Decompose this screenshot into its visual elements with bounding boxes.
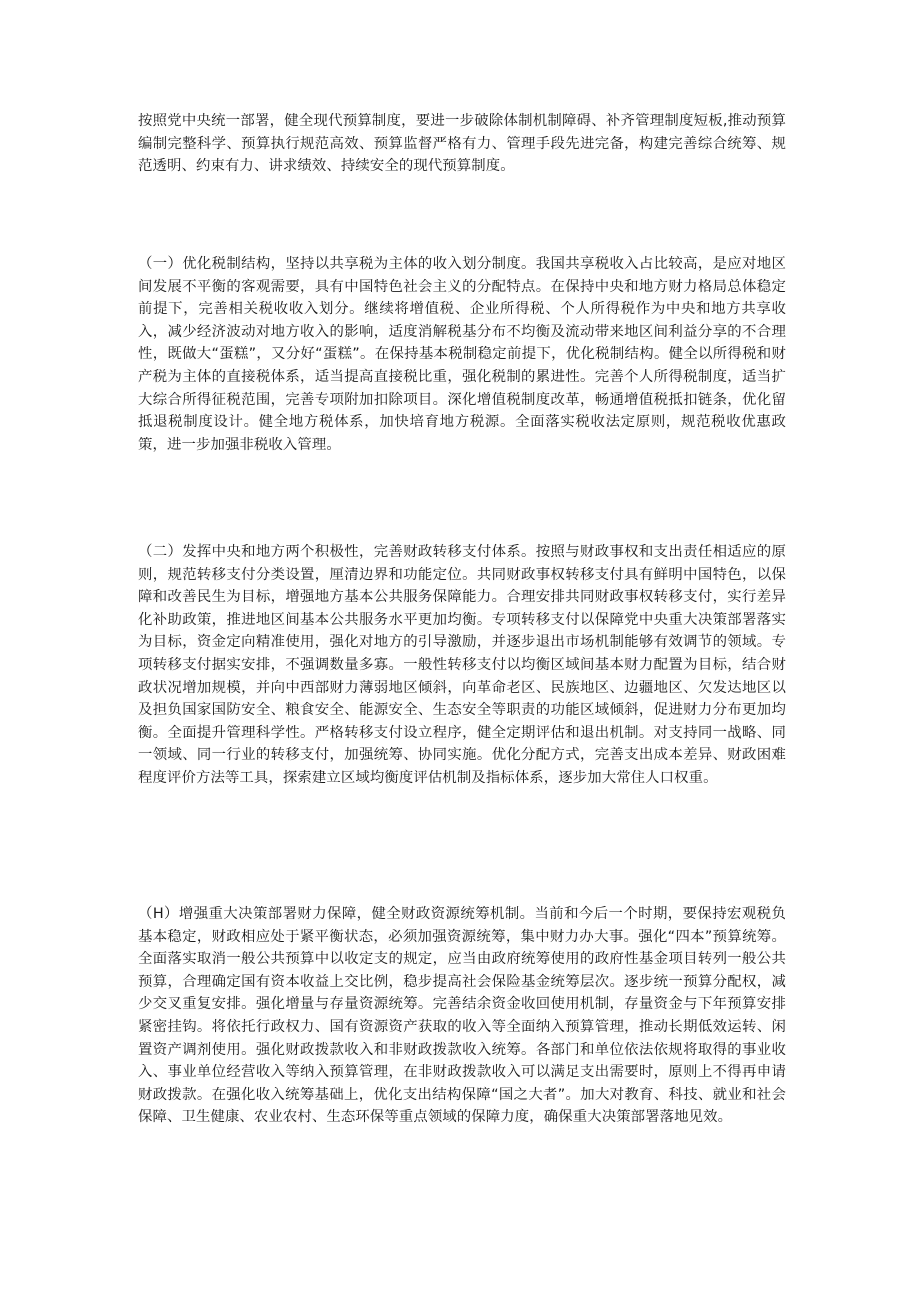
intro-paragraph: 按照党中央统一部署，健全现代预算制度，要进一步破除体制机制障碍、补齐管理制度短板,推动预算编制完整科学、预算执行规范高效、预算监督严格有力、管理手段先进完备，构建完善综合统筹、规范透明、约束有力、讲求绩效、持续安全的现代预算制度。 [138, 113, 786, 175]
section-2-paragraph: （二）发挥中央和地方两个积极性，完善财政转移支付体系。按照与财政事权和支出责任相适应的原则，规范转移支付分类设置，厘清边界和功能定位。共同财政事权转移支付具有鲜明中国特色，以保障和改善民生为目标，增强地方基本公共服务保障能力。合理安排共同财政事权转移支付，实行差异化补助政策，推进地区间基本公共服务水平更加均衡。专项转移支付以保障党中央重大决策部署落实为目标，资金定向精准使用，强化对地方的引导激励，并逐步退出市场机制能够有效调节的领域。专项转移支付据实安排，不强调数量多寡。一般性转移支付以均衡区域间基本财力配置为目标，结合财政状况增加规模，并向中西部财力薄弱地区倾斜，向革命老区、民族地区、边疆地区、欠发达地区以及担负国家国防安全、粮食安全、能源安全、生态安全等职责的功能区域倾斜，促进财力分布更加均衡。全面提升管理科学性。严格转移支付设立程序，健全定期评估和退出机制。对支持同一战略、同一领域、同一行业的转移支付，加强统筹、协同实施。优化分配方式，完善支出成本差异、财政困难程度评价方法等工具，探索建立区域均衡度评估机制及指标体系，逐步加大常住人口权重。 [138, 544, 786, 786]
section-1-paragraph: （一）优化税制结构，坚持以共享税为主体的收入划分制度。我国共享税收入占比较高，是应对地区间发展不平衡的客观需要，具有中国特色社会主义的分配特点。在保持中央和地方财力格局总体稳定前提下，完善相关税收收入划分。继续将增值税、企业所得税、个人所得税作为中央和地方共享收入，减少经济波动对地方收入的影响，适度消解税基分布不均衡及流动带来地区间利益分享的不合理性，既做大“蛋糕”，又分好“蛋糕”。在保持基本税制稳定前提下，优化税制结构。健全以所得税和财产税为主体的直接税体系，适当提高直接税比重，强化税制的累进性。完善个人所得税制度，适当扩大综合所得征税范围，完善专项附加扣除项目。深化增值税制度改革，畅通增值税抵扣链条，优化留抵退税制度设计。健全地方税体系，加快培育地方税源。全面落实税收法定原则，规范税收优惠政策，进一步加强非税收入管理。 [138, 256, 786, 453]
section-3-paragraph: （H）增强重大决策部署财力保障，健全财政资源统筹机制。当前和今后一个时期，要保持宏观税负基本稳定，财政相应处于紧平衡状态，必须加强资源统筹，集中财力办大事。强化“四本”预算统筹。全面落实取消一般公共预算中以收定支的规定，应当由政府统筹使用的政府性基金项目转列一般公共预算，合理确定国有资本收益上交比例，稳步提高社会保险基金统筹层次。逐步统一预算分配权，减少交叉重复安排。强化增量与存量资源统筹。完善结余资金收回使用机制，存量资金与下年预算安排紧密挂钩。将依托行政权力、国有资源资产获取的收入等全面纳入预算管理，推动长期低效运转、闲置资产调剂使用。强化财政拨款收入和非财政拨款收入统筹。各部门和单位依法依规将取得的事业收入、事业单位经营收入等纳入预算管理，在非财政拨款收入可以满足支出需要时，原则上不得再申请财政拨款。在强化收入统筹基础上，优化支出结构保障“国之大者”。加大对教育、科技、就业和社会保障、卫生健康、农业农村、生态环保等重点领域的保障力度，确保重大决策部署落地见效。 [138, 906, 786, 1126]
